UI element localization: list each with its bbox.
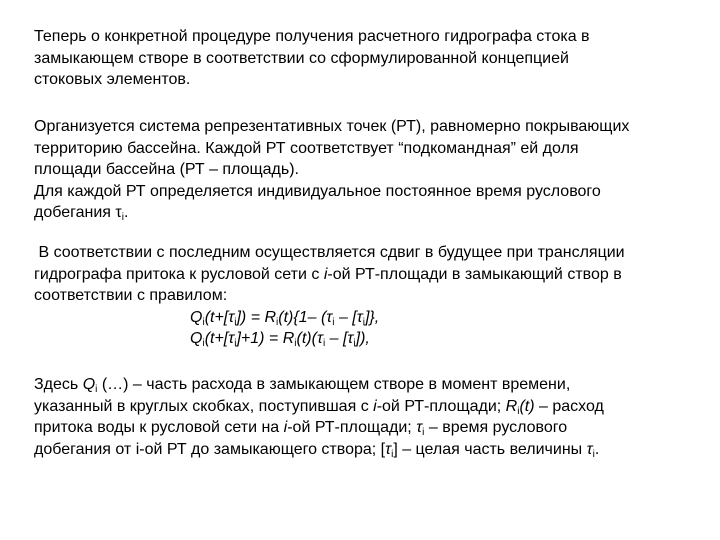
formula-part: Q (190, 308, 203, 326)
text-line: стоковых элементов. (34, 71, 191, 88)
italic-fragment: (t) (519, 397, 535, 415)
text-line (34, 374, 710, 396)
paragraph-rt-system (34, 116, 710, 224)
text-line (34, 439, 710, 461)
formula-part: (t+[τ (204, 330, 235, 347)
subscript: i (422, 427, 425, 438)
formula-part: (t){1– (τ (278, 308, 333, 326)
formula-part: Q (190, 330, 203, 347)
text-line (34, 417, 710, 439)
italic-fragment: i (283, 419, 288, 436)
italic-fragment: R (505, 397, 518, 415)
subscript: i (362, 316, 365, 328)
text-line: В соответствии с последним осуществляется сдвиг в будущее при трансляции (34, 244, 625, 261)
subscript: i (234, 338, 237, 349)
subscript: i (234, 316, 237, 328)
subscript: i (353, 338, 356, 349)
italic-fragment: τ (586, 440, 593, 458)
text-fragment: притока воды к русловой сети на (34, 419, 284, 436)
text-fragment: добегания от i-ой РТ до замыкающего створа; [ (34, 440, 386, 458)
text-fragment: . (123, 204, 129, 221)
text-fragment: ] – целая часть величины (393, 440, 587, 458)
formula-part: ]) = R (236, 308, 277, 326)
paragraph-intro (34, 26, 710, 91)
formula-part: ]}, (364, 308, 380, 326)
formula-part: ]+1) = R (236, 330, 295, 347)
text-fragment: . (594, 440, 600, 458)
text-fragment: гидрографа притока к русловой сети с (34, 265, 324, 283)
text-fragment: – время руслового (424, 419, 568, 436)
paragraph-shift-rule (34, 242, 710, 350)
formula-part: (t+[τ (204, 308, 235, 326)
italic-fragment: Q (82, 376, 96, 393)
text-fragment: – расход (534, 397, 604, 415)
text-line: Организуется система репрезентативных точек (РТ), равномерно покрывающих (34, 118, 630, 135)
formula-part: – [τ (334, 308, 363, 326)
paragraph-definitions (34, 374, 710, 460)
text-line (34, 396, 710, 418)
text-fragment: Здесь (34, 376, 83, 393)
subscript: i (332, 316, 335, 328)
text-line: территорию бассейна. Каждой РТ соответствует “подкомандная” ей доля (34, 139, 579, 157)
formula-part: – [τ (325, 330, 354, 347)
formula-1 (34, 307, 710, 329)
text-line: Теперь о конкретной процедуре получения расчетного гидрографа стока в (34, 28, 590, 45)
text-line (34, 264, 710, 286)
text-line: площади бассейна (РТ – площадь). (34, 161, 299, 178)
subscript: i (391, 448, 394, 460)
subscript: i (95, 384, 98, 395)
text-fragment: -ой РТ-площади; (376, 397, 506, 415)
subscript: i (517, 405, 520, 417)
text-fragment: добегания τ (34, 204, 122, 221)
text-line: соответствии с правилом: (34, 287, 228, 304)
text-line: замыкающем створе в соответствии со сформулированной концепцией (34, 49, 569, 67)
text-fragment: -ой РТ-площади в замыкающий створ в (327, 265, 622, 283)
text-fragment: указанный в круглых скобках, поступившая с (34, 397, 374, 415)
formula-2 (34, 328, 710, 350)
italic-fragment: τ (385, 440, 392, 458)
subscript: i (202, 316, 205, 328)
text-fragment: (…) – часть расхода в замыкающем створе в момент времени, (97, 376, 571, 393)
subscript: i (202, 338, 205, 349)
subscript: i (322, 338, 326, 349)
subscript: i (294, 338, 297, 349)
text-line (34, 202, 710, 224)
italic-fragment: i (323, 265, 328, 283)
subscript: i (121, 212, 124, 223)
formula-part: (t)(τ (296, 330, 323, 347)
formula-part: ]), (355, 330, 370, 347)
italic-fragment: τ (416, 419, 423, 436)
text-line: Для каждой РТ определяется индивидуальное постоянное время руслового (34, 182, 601, 200)
subscript: i (276, 316, 279, 328)
italic-fragment: i (373, 397, 377, 415)
subscript: i (592, 448, 595, 460)
text-fragment: -ой РТ-площади; (287, 419, 417, 436)
